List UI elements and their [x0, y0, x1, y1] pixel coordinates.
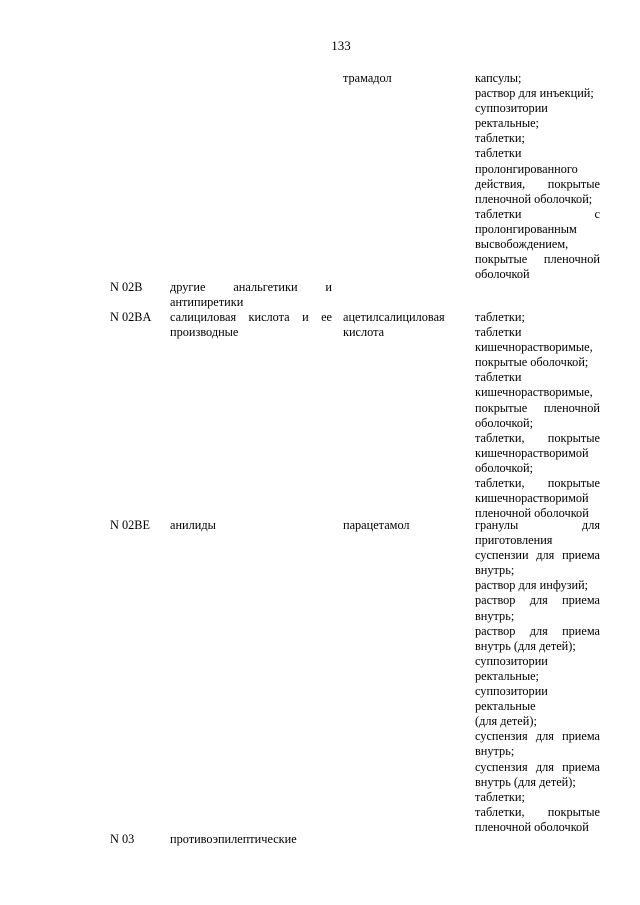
dosage-form-line: ректальные; [475, 116, 539, 131]
atc-code: N 02BA [110, 310, 152, 324]
drug-name-line: кислота [343, 325, 385, 340]
dosage-form-line: таблетки [475, 146, 522, 161]
dosage-form-line: раствор для инфузий; [475, 578, 589, 593]
page-number: 133 [331, 38, 351, 53]
drug-name [343, 310, 463, 340]
dosage-form-line: таблетки, покрытые [475, 476, 600, 491]
drug-name-line: трамадол [343, 71, 392, 85]
dosage-form-line: кишечнорастворимой [475, 445, 589, 460]
dosage-form-line: суппозитории [475, 101, 548, 116]
drug-name-line: ацетилсалициловая [343, 310, 445, 324]
dosage-form-line: пролонгированного [475, 161, 578, 176]
dosage-form-line: покрытые пленочной [475, 252, 600, 267]
dosage-form-line: гранулы для [475, 518, 600, 532]
dosage-form-line: суспензия для приема [475, 729, 600, 744]
dosage-form-line: таблетки [475, 370, 522, 385]
dosage-form-line: ректальные; [475, 668, 539, 683]
dosage-form-line: раствор для инъекций; [475, 86, 594, 101]
dosage-form-line: кишечнорастворимой [475, 491, 589, 506]
anatomical-therapeutic-group [170, 280, 332, 310]
dosage-form-line: внутрь; [475, 744, 515, 759]
dosage-form-line: внутрь (для детей); [475, 774, 576, 789]
atc-code: N 02B [110, 280, 143, 294]
group-line: салициловая кислота и ее [170, 310, 332, 324]
dosage-form-line: таблетки; [475, 131, 525, 146]
dosage-form-line: кишечнорастворимые, [475, 340, 593, 355]
dosage-form-line: пленочной оболочкой; [475, 191, 593, 206]
dosage-form-line: покрытые оболочкой; [475, 355, 589, 370]
atc-code: N 02BE [110, 518, 150, 532]
group-line: производные [170, 325, 239, 340]
dosage-form-line: действия, покрытые [475, 176, 600, 191]
dosage-form-line: (для детей); [475, 714, 537, 729]
dosage-form-line: раствор для приема [475, 623, 600, 638]
dosage-form-line: ректальные [475, 699, 536, 714]
group-line: другие анальгетики и [170, 280, 332, 294]
dosage-form-line: суспензия для приема [475, 759, 600, 774]
dosage-form-line: пленочной оболочкой [475, 819, 589, 834]
anatomical-therapeutic-group [170, 832, 332, 847]
anatomical-therapeutic-group [170, 518, 332, 533]
dosage-form-line: внутрь; [475, 608, 515, 623]
dosage-form-line: суппозитории [475, 684, 548, 699]
anatomical-therapeutic-group [170, 310, 332, 340]
dosage-form-line: пролонгированным [475, 221, 577, 236]
dosage-form-line: покрытые пленочной [475, 400, 600, 415]
dosage-forms [475, 518, 600, 835]
dosage-form-line: капсулы; [475, 71, 522, 85]
dosage-form-line: приготовления [475, 533, 553, 548]
dosage-form-line: высвобождением, [475, 237, 569, 252]
dosage-form-line: таблетки; [475, 789, 525, 804]
dosage-forms [475, 71, 600, 282]
drug-name [343, 71, 463, 86]
dosage-form-line: таблетки [475, 325, 522, 340]
group-line: противоэпилептические [170, 832, 297, 846]
dosage-form-line: оболочкой; [475, 460, 534, 475]
dosage-form-line: таблетки; [475, 310, 525, 324]
dosage-form-line: таблетки с [475, 206, 600, 221]
dosage-form-line: раствор для приема [475, 593, 600, 608]
dosage-form-line: оболочкой; [475, 415, 534, 430]
dosage-form-line: таблетки, покрытые [475, 804, 600, 819]
dosage-form-line: внутрь (для детей); [475, 638, 576, 653]
group-line: анилиды [170, 518, 216, 532]
drug-name-line: парацетамол [343, 518, 410, 532]
dosage-form-line: пленочной оболочкой [475, 506, 589, 521]
dosage-form-line: суппозитории [475, 653, 548, 668]
group-line: антипиретики [170, 295, 244, 310]
dosage-forms [475, 310, 600, 521]
dosage-form-line: суспензии для приема [475, 548, 600, 563]
dosage-form-line: внутрь; [475, 563, 515, 578]
dosage-form-line: кишечнорастворимые, [475, 385, 593, 400]
dosage-form-line: таблетки, покрытые [475, 430, 600, 445]
dosage-form-line: оболочкой [475, 267, 530, 282]
drug-name [343, 518, 463, 533]
atc-code: N 03 [110, 832, 135, 846]
